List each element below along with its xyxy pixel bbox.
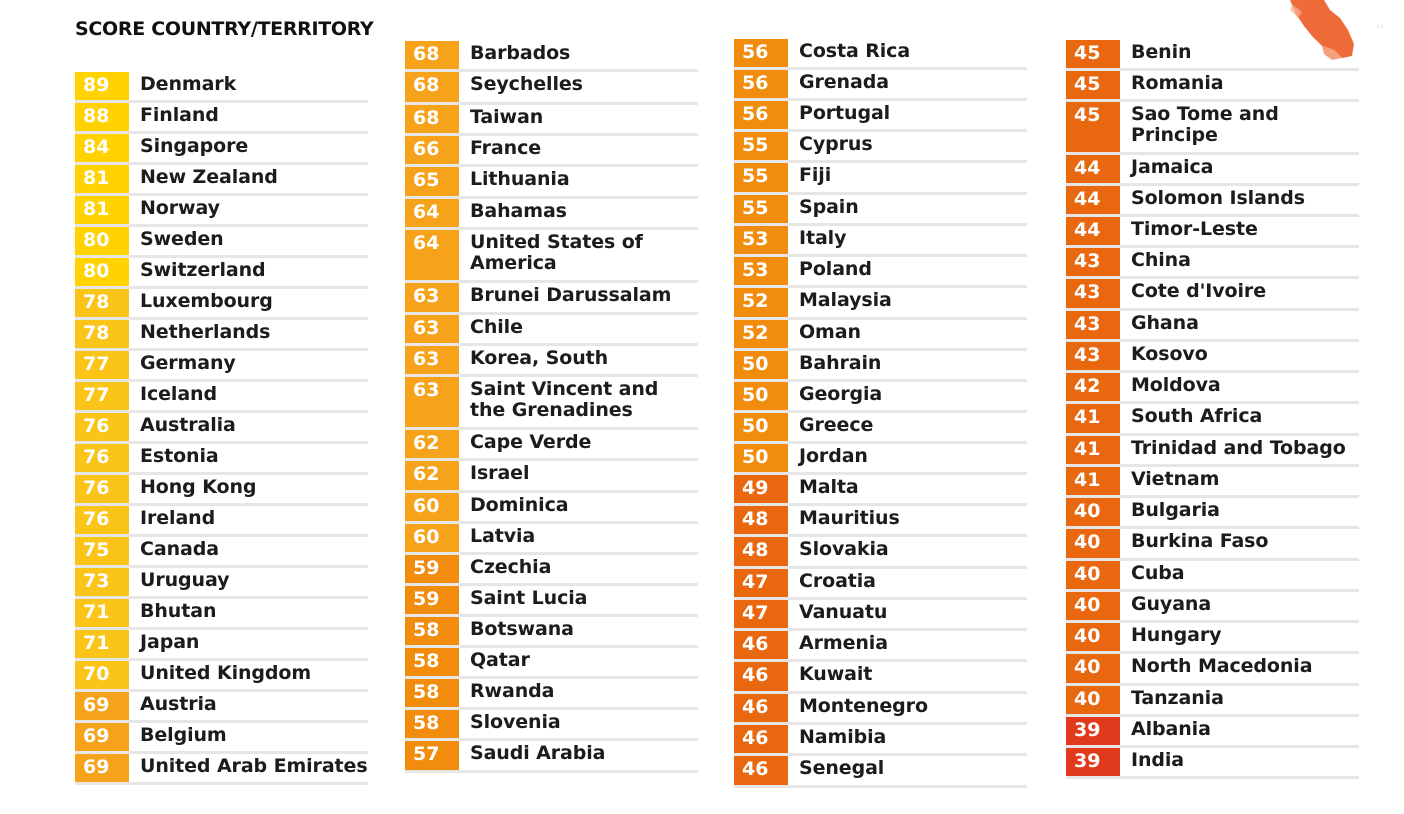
- score-badge: 76: [75, 413, 129, 441]
- table-row: [75, 134, 368, 165]
- table-row: [75, 196, 368, 227]
- score-badge: 52: [734, 288, 788, 317]
- score-badge: 48: [734, 506, 788, 534]
- country-name: Spain: [799, 196, 859, 218]
- table-row: [1066, 342, 1359, 373]
- country-name: Iceland: [140, 383, 217, 405]
- country-name: France: [470, 137, 542, 159]
- country-name: Japan: [140, 631, 200, 653]
- country-name: Armenia: [799, 632, 888, 654]
- country-name: Romania: [1131, 72, 1224, 94]
- score-badge: 76: [75, 475, 129, 503]
- table-row: [1066, 373, 1359, 404]
- table-row: [75, 723, 368, 754]
- country-name: Israel: [470, 462, 530, 484]
- table-row: [75, 258, 368, 289]
- country-name: Georgia: [799, 383, 883, 405]
- table-row: [75, 72, 368, 103]
- country-name: Burkina Faso: [1131, 530, 1269, 552]
- score-badge: 63: [405, 377, 459, 427]
- country-name: Oman: [799, 321, 861, 343]
- table-row: [405, 461, 698, 493]
- country-name: United Arab Emirates: [140, 755, 368, 777]
- country-name: Switzerland: [140, 259, 266, 281]
- country-name: Ireland: [140, 507, 216, 529]
- score-badge: 40: [1066, 623, 1120, 651]
- country-name: Ghana: [1131, 312, 1199, 334]
- table-row: [405, 493, 698, 524]
- score-badge: 84: [75, 134, 129, 162]
- score-badge: 55: [734, 195, 788, 223]
- country-name: North Macedonia: [1131, 655, 1313, 677]
- country-name: Finland: [140, 104, 219, 126]
- table-row: [734, 132, 1027, 163]
- table-row: [1066, 748, 1359, 779]
- country-name: Norway: [140, 197, 220, 219]
- table-row: [734, 257, 1027, 288]
- score-badge: 56: [734, 39, 788, 67]
- country-name: Hong Kong: [140, 476, 257, 498]
- score-badge: 52: [734, 320, 788, 348]
- table-row: [734, 444, 1027, 475]
- score-badge: 80: [75, 258, 129, 286]
- score-badge: 41: [1066, 404, 1120, 433]
- table-row: [1066, 717, 1359, 748]
- score-column-3: [734, 39, 1027, 788]
- country-name: Denmark: [140, 73, 237, 95]
- table-row: [75, 568, 368, 599]
- country-name: Kuwait: [799, 663, 873, 685]
- table-row: [734, 195, 1027, 226]
- score-badge: 62: [405, 461, 459, 490]
- table-row: [75, 289, 368, 320]
- table-row: [405, 105, 698, 136]
- country-name: Italy: [799, 227, 847, 249]
- score-badge: 58: [405, 679, 459, 707]
- table-row: [1066, 217, 1359, 248]
- country-name: Korea, South: [470, 347, 609, 369]
- table-row: [405, 555, 698, 586]
- table-row: [734, 226, 1027, 257]
- score-badge: 60: [405, 524, 459, 552]
- table-row: [1066, 592, 1359, 623]
- score-badge: 71: [75, 630, 129, 658]
- score-badge: 44: [1066, 155, 1120, 183]
- table-row: [1066, 561, 1359, 592]
- score-badge: 81: [75, 165, 129, 193]
- score-column-2: [405, 41, 698, 773]
- country-name: Guyana: [1131, 593, 1212, 615]
- country-name: Saint Lucia: [470, 587, 588, 609]
- country-name: Namibia: [799, 726, 887, 748]
- table-row: [75, 537, 368, 568]
- score-badge: 58: [405, 710, 459, 738]
- table-header: SCORE COUNTRY/TERRITORY: [75, 18, 374, 40]
- table-row: [734, 631, 1027, 662]
- score-badge: 43: [1066, 342, 1120, 370]
- country-name: Sweden: [140, 228, 224, 250]
- country-name: Canada: [140, 538, 219, 560]
- table-row: [75, 630, 368, 661]
- score-badge: 76: [75, 506, 129, 534]
- country-name: Saint Vincent and the Grenadines: [470, 378, 659, 421]
- table-row: [75, 506, 368, 537]
- score-badge: 59: [405, 555, 459, 583]
- score-badge: 69: [75, 692, 129, 720]
- country-name: Portugal: [799, 102, 891, 124]
- table-row: [1066, 623, 1359, 654]
- score-badge: 64: [405, 199, 459, 227]
- score-badge: 64: [405, 230, 459, 280]
- country-name: Benin: [1131, 41, 1192, 63]
- country-name: Costa Rica: [799, 40, 911, 62]
- table-row: [405, 283, 698, 315]
- score-badge: 70: [75, 661, 129, 689]
- country-name: Botswana: [470, 618, 574, 640]
- table-row: [1066, 102, 1359, 155]
- country-name: Jordan: [799, 445, 868, 467]
- table-row: [75, 692, 368, 723]
- table-row: [405, 617, 698, 648]
- table-row: [1066, 436, 1359, 467]
- country-name: Cuba: [1131, 562, 1185, 584]
- score-badge: 88: [75, 103, 129, 131]
- score-badge: 46: [734, 631, 788, 659]
- score-badge: 65: [405, 167, 459, 196]
- table-row: [734, 537, 1027, 569]
- table-row: [405, 136, 698, 167]
- country-name: Slovakia: [799, 538, 889, 560]
- score-badge: 73: [75, 568, 129, 596]
- table-row: [1066, 71, 1359, 102]
- score-badge: 45: [1066, 40, 1120, 68]
- score-badge: 56: [734, 70, 788, 98]
- score-badge: 63: [405, 346, 459, 374]
- table-row: [405, 41, 698, 72]
- table-row: [75, 320, 368, 351]
- country-name: Slovenia: [470, 711, 561, 733]
- country-name: Vanuatu: [799, 601, 888, 623]
- country-name: Qatar: [470, 649, 530, 671]
- table-row: [405, 72, 698, 105]
- score-badge: 56: [734, 101, 788, 129]
- country-name: New Zealand: [140, 166, 278, 188]
- score-badge: 43: [1066, 248, 1120, 276]
- country-name: Cyprus: [799, 133, 873, 155]
- score-badge: 68: [405, 41, 459, 69]
- table-row: [1066, 186, 1359, 217]
- table-row: [405, 586, 698, 617]
- score-column-1: [75, 72, 368, 785]
- score-badge: 50: [734, 444, 788, 472]
- country-name: Rwanda: [470, 680, 555, 702]
- score-badge: 69: [75, 723, 129, 751]
- table-row: [405, 377, 698, 430]
- table-row: [1066, 467, 1359, 498]
- country-name: Australia: [140, 414, 236, 436]
- score-badge: 41: [1066, 467, 1120, 495]
- country-name: Czechia: [470, 556, 552, 578]
- country-name: Taiwan: [470, 106, 544, 128]
- score-badge: 68: [405, 105, 459, 133]
- table-row: [75, 227, 368, 258]
- country-name: Germany: [140, 352, 236, 374]
- table-row: [1066, 529, 1359, 561]
- country-name: Uruguay: [140, 569, 230, 591]
- country-name: Fiji: [799, 164, 832, 186]
- country-name: Seychelles: [470, 73, 583, 95]
- score-badge: 44: [1066, 186, 1120, 214]
- score-badge: 40: [1066, 529, 1120, 558]
- country-name: Bulgaria: [1131, 499, 1220, 521]
- score-badge: 50: [734, 382, 788, 410]
- table-row: [734, 382, 1027, 413]
- table-row: [1066, 311, 1359, 342]
- score-badge: 71: [75, 599, 129, 627]
- table-row: [734, 756, 1027, 788]
- score-badge: 47: [734, 569, 788, 597]
- table-row: [734, 163, 1027, 195]
- table-row: [734, 39, 1027, 70]
- score-badge: 40: [1066, 561, 1120, 589]
- score-badge: 59: [405, 586, 459, 614]
- country-name: Moldova: [1131, 374, 1221, 396]
- score-badge: 57: [405, 741, 459, 770]
- country-name: Grenada: [799, 71, 889, 93]
- map-fragment-decoration: [1282, 0, 1362, 60]
- country-name: Saudi Arabia: [470, 742, 606, 764]
- table-row: [405, 648, 698, 679]
- country-name: United Kingdom: [140, 662, 312, 684]
- country-name: Austria: [140, 693, 217, 715]
- table-row: [405, 315, 698, 346]
- country-name: United States of America: [470, 231, 643, 274]
- country-name: Cote d'Ivoire: [1131, 280, 1266, 302]
- score-badge: 77: [75, 351, 129, 379]
- table-row: [405, 524, 698, 555]
- score-badge: 76: [75, 444, 129, 472]
- country-name: Estonia: [140, 445, 219, 467]
- country-name: Singapore: [140, 135, 249, 157]
- score-badge: 53: [734, 257, 788, 285]
- score-badge: 58: [405, 648, 459, 676]
- score-badge: 45: [1066, 71, 1120, 99]
- table-row: [405, 741, 698, 773]
- chevron-right-icon: ››: [1376, 22, 1384, 32]
- table-row: [75, 661, 368, 692]
- score-badge: 40: [1066, 498, 1120, 526]
- score-badge: 43: [1066, 311, 1120, 339]
- table-row: [405, 167, 698, 199]
- score-badge: 58: [405, 617, 459, 645]
- score-badge: 47: [734, 600, 788, 628]
- table-row: [1066, 248, 1359, 279]
- country-name: Cape Verde: [470, 431, 592, 453]
- score-badge: 40: [1066, 592, 1120, 620]
- country-name: Albania: [1131, 718, 1211, 740]
- table-row: [734, 569, 1027, 600]
- table-row: [1066, 686, 1359, 717]
- score-badge: 39: [1066, 748, 1120, 776]
- country-name: Latvia: [470, 525, 536, 547]
- score-badge: 60: [405, 493, 459, 521]
- score-badge: 62: [405, 430, 459, 458]
- table-row: [734, 506, 1027, 537]
- country-name: Mauritius: [799, 507, 900, 529]
- table-row: [734, 351, 1027, 382]
- table-row: [1066, 155, 1359, 186]
- score-badge: 45: [1066, 102, 1120, 152]
- score-badge: 46: [734, 662, 788, 691]
- score-badge: 75: [75, 537, 129, 565]
- country-name: Sao Tome and Principe: [1131, 103, 1279, 146]
- country-name: Tanzania: [1131, 687, 1224, 709]
- score-badge: 89: [75, 72, 129, 100]
- score-badge: 48: [734, 537, 788, 566]
- country-name: Luxembourg: [140, 290, 273, 312]
- country-name: Solomon Islands: [1131, 187, 1305, 209]
- table-row: [1066, 498, 1359, 529]
- score-badge: 66: [405, 136, 459, 164]
- score-badge: 68: [405, 72, 459, 102]
- score-badge: 40: [1066, 654, 1120, 683]
- country-name: Bhutan: [140, 600, 217, 622]
- score-badge: 81: [75, 196, 129, 224]
- table-row: [405, 346, 698, 377]
- table-row: [734, 413, 1027, 444]
- table-row: [734, 600, 1027, 631]
- table-row: [405, 199, 698, 230]
- country-name: Malaysia: [799, 289, 892, 311]
- score-badge: 80: [75, 227, 129, 255]
- country-name: Jamaica: [1131, 156, 1214, 178]
- country-name: Trinidad and Tobago: [1131, 437, 1346, 459]
- score-badge: 42: [1066, 373, 1120, 401]
- table-row: [75, 382, 368, 413]
- table-row: [405, 430, 698, 461]
- table-row: [734, 725, 1027, 756]
- score-badge: 53: [734, 226, 788, 254]
- table-row: [734, 288, 1027, 320]
- country-name: Poland: [799, 258, 872, 280]
- country-name: Belgium: [140, 724, 227, 746]
- country-name: Malta: [799, 476, 859, 498]
- country-name: Kosovo: [1131, 343, 1208, 365]
- score-badge: 46: [734, 725, 788, 753]
- country-name: Chile: [470, 316, 523, 338]
- score-badge: 78: [75, 289, 129, 317]
- score-badge: 55: [734, 132, 788, 160]
- country-name: Barbados: [470, 42, 571, 64]
- score-badge: 41: [1066, 436, 1120, 464]
- table-row: [75, 754, 368, 785]
- table-row: [1066, 279, 1359, 311]
- table-row: [405, 710, 698, 741]
- table-row: [734, 101, 1027, 132]
- country-name: Netherlands: [140, 321, 271, 343]
- table-row: [405, 230, 698, 283]
- table-row: [75, 103, 368, 134]
- score-badge: 43: [1066, 279, 1120, 308]
- table-row: [75, 351, 368, 382]
- score-badge: 50: [734, 351, 788, 379]
- country-name: Brunei Darussalam: [470, 284, 672, 306]
- country-name: Croatia: [799, 570, 876, 592]
- score-badge: 46: [734, 694, 788, 722]
- table-row: [75, 413, 368, 444]
- score-badge: 39: [1066, 717, 1120, 745]
- country-name: South Africa: [1131, 405, 1263, 427]
- score-column-4: [1066, 40, 1359, 779]
- table-row: [1066, 654, 1359, 686]
- table-row: [734, 662, 1027, 694]
- table-row: [405, 679, 698, 710]
- table-row: [734, 475, 1027, 506]
- table-row: [75, 599, 368, 630]
- country-name: Bahamas: [470, 200, 567, 222]
- table-row: [75, 165, 368, 196]
- score-badge: 50: [734, 413, 788, 441]
- country-name: Hungary: [1131, 624, 1222, 646]
- country-name: India: [1131, 749, 1185, 771]
- country-name: Senegal: [799, 757, 885, 779]
- table-row: [734, 320, 1027, 351]
- country-name: Vietnam: [1131, 468, 1220, 490]
- score-badge: 63: [405, 315, 459, 343]
- country-name: Montenegro: [799, 695, 928, 717]
- score-badge: 44: [1066, 217, 1120, 245]
- country-name: Dominica: [470, 494, 569, 516]
- score-badge: 78: [75, 320, 129, 348]
- score-badge: 55: [734, 163, 788, 192]
- table-row: [1066, 404, 1359, 436]
- score-badge: 40: [1066, 686, 1120, 714]
- score-badge: 69: [75, 754, 129, 782]
- score-badge: 49: [734, 475, 788, 503]
- table-row: [75, 444, 368, 475]
- score-badge: 63: [405, 283, 459, 312]
- table-row: [734, 694, 1027, 725]
- country-name: China: [1131, 249, 1191, 271]
- country-name: Bahrain: [799, 352, 882, 374]
- country-name: Lithuania: [470, 168, 570, 190]
- score-badge: 46: [734, 756, 788, 785]
- country-name: Timor-Leste: [1131, 218, 1258, 240]
- table-row: [75, 475, 368, 506]
- country-name: Greece: [799, 414, 874, 436]
- table-row: [734, 70, 1027, 101]
- score-badge: 77: [75, 382, 129, 410]
